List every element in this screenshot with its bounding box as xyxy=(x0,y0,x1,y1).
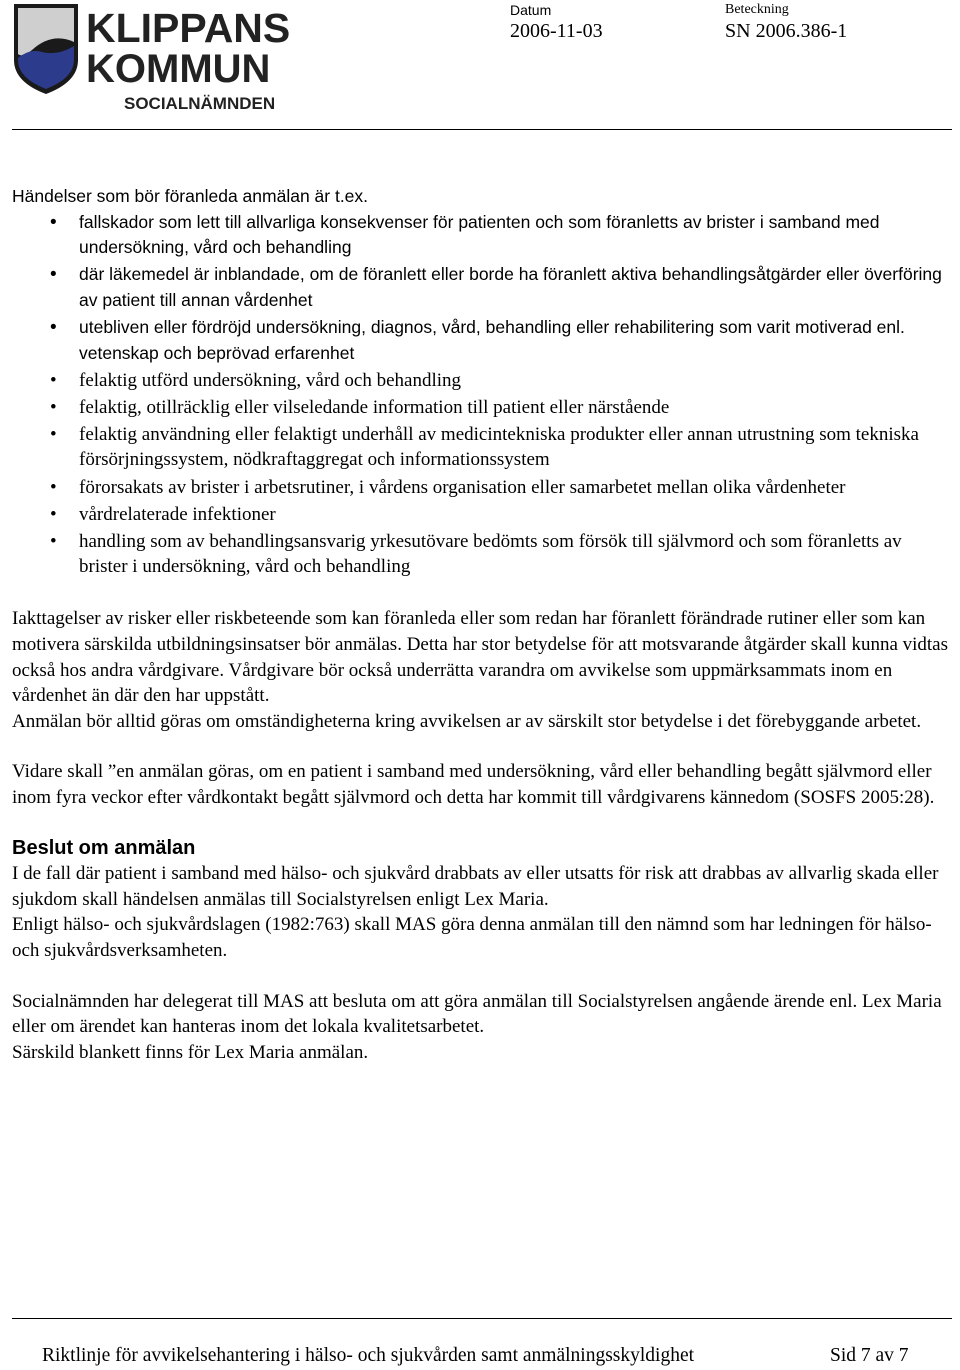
document-body xyxy=(12,184,952,1065)
klippan-logo xyxy=(12,2,292,114)
list-item: • felaktig användning eller felaktigt underhåll av medicintekniska produkter eller annan utrustning som tekniska försörjningssystem, nödkraftaggregat och informationssystem xyxy=(12,422,952,473)
list-item: • felaktig, otillräcklig eller vilseledande information till patient eller närstående xyxy=(12,395,952,421)
list-item: • där läkemedel är inblandade, om de föranlett eller borde ha föranlett aktiva behandlingsåtgärder eller överföring av patient till annan vårdenhet xyxy=(12,262,952,313)
paragraph: Särskild blankett finns för Lex Maria anmälan. xyxy=(12,1041,369,1063)
date-label: Datum xyxy=(510,2,552,18)
paragraph: Socialnämnden har delegerat till MAS att besluta om att göra anmälan till Socialstyrelsen angående ärende enl. Lex Maria eller om ärendet kan hanteras inom det lokala kvalitetsarbetet. xyxy=(12,990,942,1038)
section-heading: Beslut om anmälan xyxy=(12,836,196,859)
list-item: • felaktig utförd undersökning, vård och behandling xyxy=(12,368,952,394)
reference-label: Beteckning xyxy=(725,2,789,17)
paragraph: Anmälan bör alltid göras om omständigheterna kring avvikelsen ar av särskilt stor betydelse i det förebyggande arbetet. xyxy=(12,710,922,732)
list-item: • handling som av behandlingsansvarig yrkesutövare bedömts som försök till självmord och som föranletts av brister i undersökning, vård och behandling xyxy=(12,529,952,580)
footer-divider xyxy=(12,1318,952,1319)
list-item: • vårdrelaterade infektioner xyxy=(12,502,952,528)
footer-title: Riktlinje för avvikelsehantering i hälso- och sjukvården samt anmälningsskyldighet xyxy=(42,1345,695,1366)
header-divider xyxy=(12,129,952,130)
event-list-sans xyxy=(12,210,952,367)
list-item: • förorsakats av brister i arbetsrutiner, i vårdens organisation eller samarbetet mellan olika vårdenheter xyxy=(12,475,952,501)
reference-value: SN 2006.386-1 xyxy=(725,20,848,42)
intro-text: Händelser som bör föranleda anmälan är t.ex. xyxy=(12,186,369,206)
date-value: 2006-11-03 xyxy=(510,20,603,42)
list-item: • utebliven eller fördröjd undersökning, diagnos, vård, behandling eller rehabilitering som varit motiverad enl. vetenskap och beprövad erfarenhet xyxy=(12,315,952,366)
list-item: • fallskador som lett till allvarliga konsekvenser för patienten och som föranletts av brister i samband med undersökning, vård och behandling xyxy=(12,210,952,261)
paragraph: Iakttagelser av risker eller riskbeteende som kan föranleda eller som redan har föranlett förändrade rutiner eller som kan motivera särskilda utbildningsinsatser bör anmälas. Detta har stor betydelse för att motsvarande åtgärder skall kunna vidtas också hos andra vårdgivare. Vårdgivare bör också underrätta varandra om avvikelse som uppmärksammats inom en vårdenhet än där den har uppstått. xyxy=(12,608,949,707)
paragraph: Enligt hälso- och sjukvårdslagen (1982:763) skall MAS göra denna anmälan till den nämnd som har ledningen för hälso- och sjukvårdsverksamheten. xyxy=(12,914,932,961)
event-list-serif xyxy=(12,368,952,580)
page-number: Sid 7 av 7 xyxy=(830,1345,909,1366)
logo-line1: KLIPPANS xyxy=(86,5,291,51)
paragraph: I de fall där patient i samband med hälso- och sjukvård drabbats av eller utsatts för risk att drabbas av allvarlig skada eller sjukdom skall händelsen anmälas till Socialstyrelsen enligt Lex Maria. xyxy=(12,863,939,910)
logo-line2: KOMMUN xyxy=(86,47,271,91)
paragraph: Vidare skall ”en anmälan göras, om en patient i samband med undersökning, vård eller behandling begått självmord eller inom fyra veckor efter vårdkontakt begått självmord och detta har kommit till vårdgivarens kännedom (SOSFS 2005:28). xyxy=(12,761,935,808)
logo-line3: SOCIALNÄMNDEN xyxy=(124,94,276,113)
